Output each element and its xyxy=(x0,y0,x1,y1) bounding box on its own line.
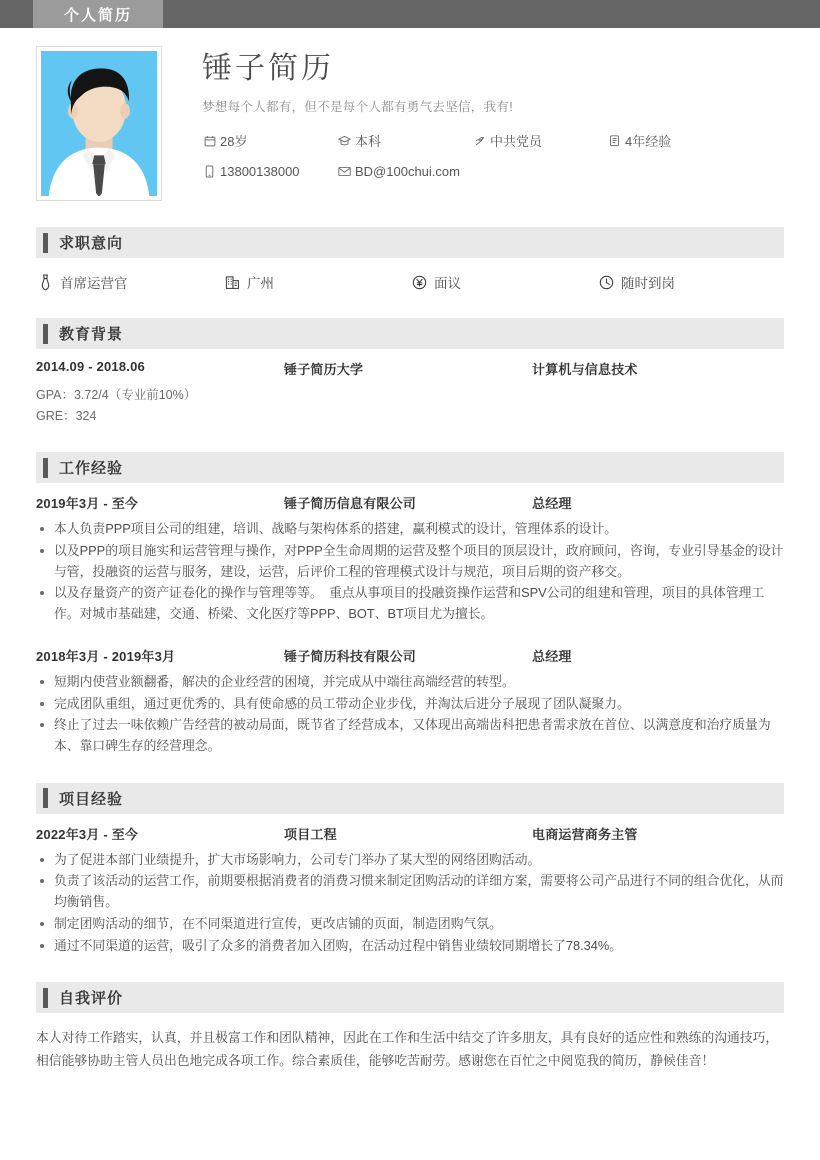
work-company: 锤子简历信息有限公司 xyxy=(284,496,417,512)
resume-title-text: 个人简历 xyxy=(63,6,132,24)
profile-work-years xyxy=(607,131,742,150)
work-company: 锤子简历科技有限公司 xyxy=(284,648,417,664)
education-major: 计算机与信息技术 xyxy=(532,362,638,377)
intent-position-text: 首席运营官 xyxy=(60,276,128,291)
profile-education-text: 本科 xyxy=(355,134,382,149)
calendar-icon xyxy=(202,135,217,147)
work-bullet: 以及PPP的项目施实和运营管理与操作，对PPP全生命周期的运营及整个项目的顶层设计，政府顾问，咨询，专业引导基金的设计与管，投融资的运营与服务，建设，运营，后评价工程的管理模式设计与规范，项目后期的资产移交。 xyxy=(36,541,784,582)
work-bullet-list xyxy=(36,519,784,625)
avatar-frame xyxy=(36,46,162,201)
work-entry xyxy=(36,646,784,757)
clock-icon xyxy=(597,275,615,290)
education-entry-head xyxy=(36,359,784,378)
profile-age-text: 28岁 xyxy=(220,134,248,149)
project-date: 2022年3月 - 至今 xyxy=(36,826,139,842)
profile-meta-row-1 xyxy=(202,131,784,150)
avatar-illustration-icon xyxy=(41,51,157,196)
section-title-project-experience: 项目经验 xyxy=(59,790,124,808)
work-date: 2019年3月 - 至今 xyxy=(36,496,139,512)
section-title-job-intention: 求职意向 xyxy=(59,235,124,252)
profile-email-text: BD@100chui.com xyxy=(355,164,460,179)
work-role: 总经理 xyxy=(532,648,572,664)
section-self-evaluation xyxy=(0,982,820,1073)
project-entry-head xyxy=(36,824,784,843)
building-icon xyxy=(223,275,241,290)
self-evaluation-text: 本人对待工作踏实，认真，并且极富工作和团队精神，因此在工作和生活中结交了许多朋友，具有良好的适应性和熟练的沟通技巧，相信能够协助主管人员出色地完成各项工作。综合素质佳，能够吃苦耐劳。感谢您在百忙之中阅览我的简历，静候佳音！ xyxy=(36,1030,779,1069)
section-accent-bar xyxy=(43,458,48,478)
section-accent-bar xyxy=(43,324,48,344)
profile-details xyxy=(202,46,784,193)
intent-city xyxy=(223,272,410,292)
work-bullet: 终止了过去一味依赖广告经营的被动局面，既节省了经营成本，又体现出高端齿科把患者需求放在首位、以满意度和治疗质量为本、靠口碑生存的经营理念。 xyxy=(36,715,784,756)
work-bullet: 以及存量资产的资产证卷化的操作与管理等等。 重点从事项目的投融资操作运营和SPV公司的组建和管理，项目的具体管理工作。对城市基础建，交通、桥梁、文化医疗等PPP、BOT、BT项目尤为擅长。 xyxy=(36,583,784,624)
project-bullet: 负责了该活动的运营工作，前期要根据消费者的消费习惯来制定团购活动的详细方案，需要将公司产品进行不同的组合优化，从而均衡销售。 xyxy=(36,871,784,912)
profile-education-level xyxy=(337,131,472,150)
education-gre: GRE：324 xyxy=(36,408,97,423)
profile-phone-text: 13800138000 xyxy=(220,164,300,179)
section-header-education xyxy=(36,318,784,349)
work-bullet: 完成团队重组，通过更优秀的、具有使命感的员工带动企业步伐，并淘汰后进分子展现了团队凝聚力。 xyxy=(36,694,784,715)
graduation-cap-icon xyxy=(337,134,352,147)
intent-salary-text: 面议 xyxy=(434,276,461,291)
section-title-self-evaluation: 自我评价 xyxy=(59,990,124,1008)
work-entry-head xyxy=(36,646,784,665)
phone-icon xyxy=(202,165,217,178)
work-bullet-list xyxy=(36,672,784,757)
job-intention-row xyxy=(36,268,784,292)
work-entry-head xyxy=(36,493,784,512)
section-header-self-evaluation xyxy=(36,982,784,1013)
education-entry xyxy=(36,359,784,426)
intent-position xyxy=(36,272,223,292)
intent-availability-text: 随时到岗 xyxy=(621,276,675,291)
section-work-experience xyxy=(0,452,820,756)
resume-title-tab xyxy=(33,0,163,28)
section-project-experience xyxy=(0,783,820,957)
section-title-education: 教育背景 xyxy=(59,326,124,343)
section-header-work-experience xyxy=(36,452,784,483)
project-role: 电商运营商务主管 xyxy=(532,826,638,842)
clipboard-icon xyxy=(607,134,622,147)
section-job-intention xyxy=(0,227,820,292)
project-bullet: 制定团购活动的细节，在不同渠道进行宣传，更改店铺的页面，制造团购气氛。 xyxy=(36,914,784,935)
avatar xyxy=(41,51,157,196)
top-bar xyxy=(0,0,820,28)
intent-city-text: 广州 xyxy=(247,276,274,291)
work-bullet: 本人负责PPP项目公司的组建，培训、战略与架构体系的搭建，赢利模式的设计，管理体系的设计。 xyxy=(36,519,784,540)
project-bullet: 为了促进本部门业绩提升，扩大市场影响力，公司专门举办了某大型的网络团购活动。 xyxy=(36,850,784,871)
intent-availability xyxy=(597,272,784,292)
profile-age xyxy=(202,131,337,150)
person-slogan: 梦想每个人都有，但不是每个人都有勇气去坚信，我有! xyxy=(202,100,513,114)
education-school: 锤子简历大学 xyxy=(284,362,364,377)
section-accent-bar xyxy=(43,233,48,253)
profile-political-status xyxy=(472,131,607,150)
profile-meta-row-2 xyxy=(202,164,784,179)
project-name: 项目工程 xyxy=(284,826,337,842)
work-entry xyxy=(36,493,784,625)
education-extra-lines xyxy=(36,385,784,426)
envelope-icon xyxy=(337,166,352,177)
entry-spacer xyxy=(36,626,784,640)
intent-salary xyxy=(410,272,597,292)
party-emblem-icon xyxy=(472,135,487,147)
section-header-job-intention xyxy=(36,227,784,258)
person-name: 锤子简历 xyxy=(202,52,334,85)
project-bullet: 通过不同渠道的运营，吸引了众多的消费者加入团购，在活动过程中销售业绩较同期增长了78.34%。 xyxy=(36,936,784,957)
section-accent-bar xyxy=(43,988,48,1008)
section-education xyxy=(0,318,820,426)
section-header-project-experience xyxy=(36,783,784,814)
project-bullet-list xyxy=(36,850,784,957)
work-date: 2018年3月 - 2019年3月 xyxy=(36,648,176,664)
section-title-work-experience: 工作经验 xyxy=(59,460,124,478)
profile-email xyxy=(337,164,460,179)
section-accent-bar xyxy=(43,788,48,808)
work-bullet: 短期内使营业额翻番，解决的企业经营的困境，并完成从中端往高端经营的转型。 xyxy=(36,672,784,693)
profile-political-text: 中共党员 xyxy=(490,134,543,149)
profile-work-years-text: 4年经验 xyxy=(625,134,672,149)
education-gpa: GPA：3.72/4（专业前10%） xyxy=(36,388,197,402)
profile-header xyxy=(0,28,820,201)
profile-phone xyxy=(202,164,337,179)
work-role: 总经理 xyxy=(532,496,572,512)
project-entry xyxy=(36,824,784,957)
yen-circle-icon xyxy=(410,275,428,290)
education-date: 2014.09 - 2018.06 xyxy=(36,359,145,374)
necktie-icon xyxy=(36,274,54,291)
